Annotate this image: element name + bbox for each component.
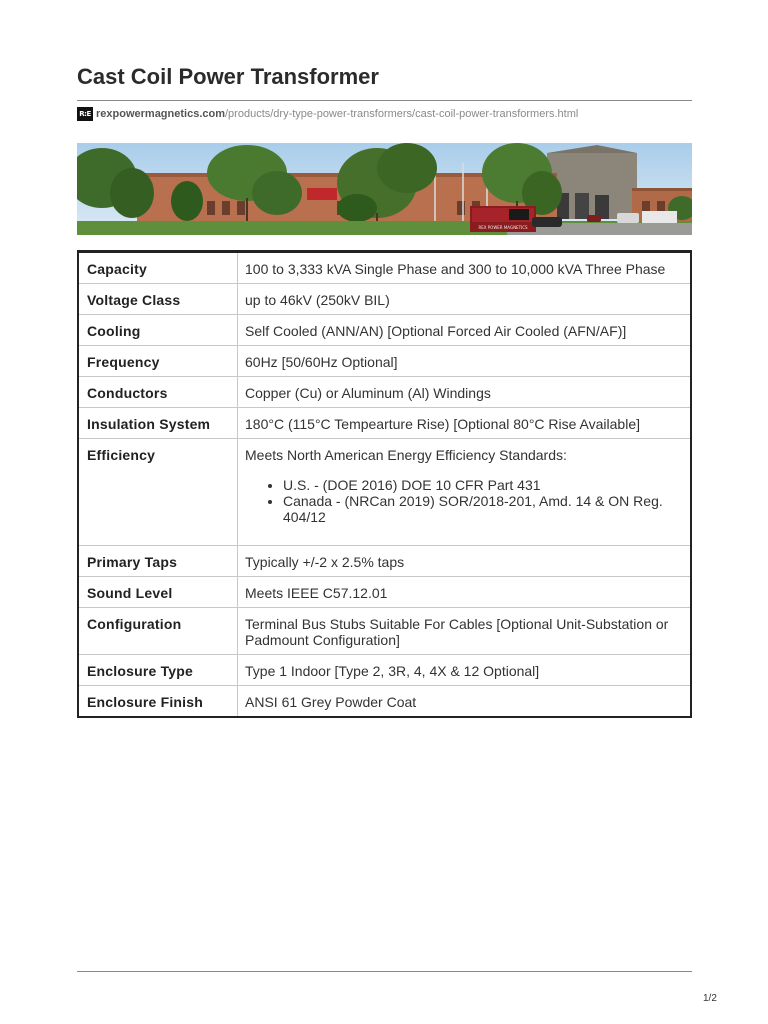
sign-text: REX POWER MAGNETICS	[478, 225, 528, 230]
footer-divider	[77, 971, 692, 972]
spec-value: Typically +/-2 x 2.5% taps	[238, 546, 692, 577]
spec-value: Self Cooled (ANN/AN) [Optional Forced Air Cooled (AFN/AF)]	[238, 315, 692, 346]
spec-value: Meets IEEE C57.12.01	[238, 577, 692, 608]
spec-row	[78, 686, 691, 718]
spec-label: Enclosure Type	[78, 655, 238, 686]
banner-photo	[77, 143, 692, 235]
spec-row	[78, 346, 691, 377]
spec-label: Enclosure Finish	[78, 686, 238, 718]
list-item: • U.S. - (DOE 2016) DOE 10 CFR Part 431	[283, 477, 682, 493]
spec-value	[238, 439, 692, 546]
spec-label: Sound Level	[78, 577, 238, 608]
spec-row	[78, 655, 691, 686]
spec-value: 180°C (115°C Tempearture Rise) [Optional 80°C Rise Available]	[238, 408, 692, 439]
spec-row	[78, 577, 691, 608]
spec-row	[78, 252, 691, 284]
spec-label: Capacity	[78, 252, 238, 284]
spec-label: Primary Taps	[78, 546, 238, 577]
spec-value: 100 to 3,333 kVA Single Phase and 300 to 10,000 kVA Three Phase	[238, 252, 692, 284]
spec-label: Cooling	[78, 315, 238, 346]
spec-row	[78, 408, 691, 439]
spec-value: 60Hz [50/60Hz Optional]	[238, 346, 692, 377]
source-path[interactable]: /products/dry-type-power-transformers/cast-coil-power-transformers.html	[225, 108, 579, 120]
list-item: • Canada - (NRCan 2019) SOR/2018-201, Amd. 14 & ON Reg. 404/12	[283, 493, 682, 525]
spec-value: Type 1 Indoor [Type 2, 3R, 4, 4X & 12 Optional]	[238, 655, 692, 686]
page-title: Cast Coil Power Transformer	[77, 64, 379, 89]
spec-value: Terminal Bus Stubs Suitable For Cables [Optional Unit-Substation or Padmount Configuration]	[238, 608, 692, 655]
source-url[interactable]	[77, 106, 578, 122]
spec-row	[78, 284, 691, 315]
spec-label: Conductors	[78, 377, 238, 408]
spec-row	[78, 377, 691, 408]
spec-label: Frequency	[78, 346, 238, 377]
source-domain[interactable]: rexpowermagnetics.com	[96, 108, 225, 120]
spec-row	[78, 608, 691, 655]
spec-label: Configuration	[78, 608, 238, 655]
spec-value: ANSI 61 Grey Powder Coat	[245, 694, 417, 710]
building-photo-illustration	[77, 143, 692, 235]
spec-row	[78, 315, 691, 346]
page-number: 1/2	[703, 993, 717, 1004]
title-divider	[77, 100, 692, 101]
spec-value: Copper (Cu) or Aluminum (Al) Windings	[238, 377, 692, 408]
spec-row	[78, 439, 691, 546]
spec-value-text: Meets North American Energy Efficiency Standards:	[245, 447, 567, 463]
specifications-table	[77, 250, 692, 718]
spec-label: Efficiency	[78, 439, 238, 546]
spec-value-list	[245, 477, 682, 525]
spec-row	[78, 546, 691, 577]
spec-label: Voltage Class	[78, 284, 238, 315]
spec-value: up to 46kV (250kV BIL)	[238, 284, 692, 315]
site-favicon-icon: R:E	[77, 107, 93, 121]
spec-label: Insulation System	[78, 408, 238, 439]
